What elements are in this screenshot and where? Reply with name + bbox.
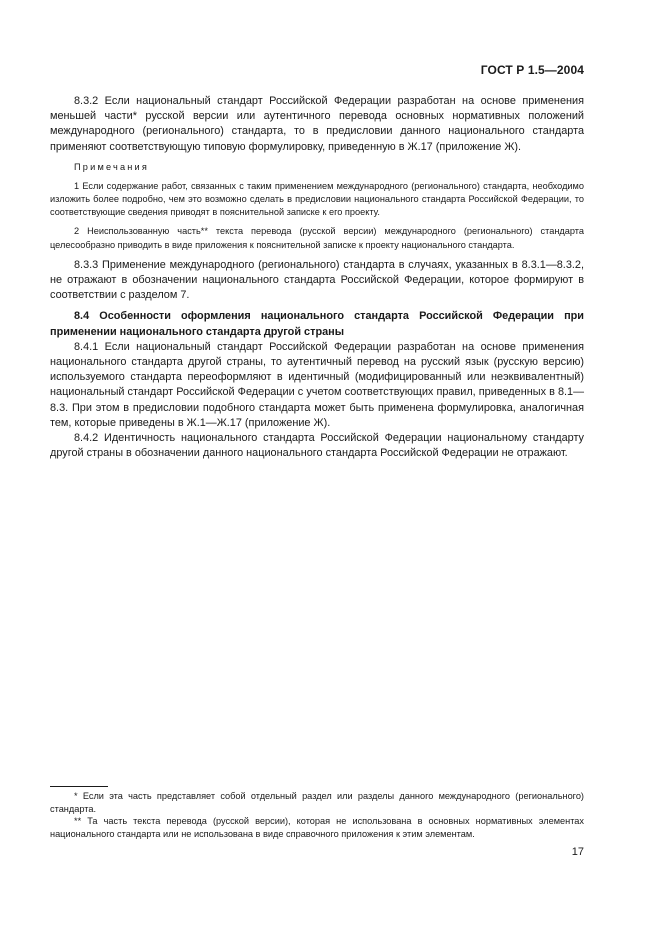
document-page: [50, 0, 584, 936]
footnotes: [50, 790, 584, 840]
section-heading-8-4: 8.4 Особенности оформления национального стандарта Российской Федерации при применении национального стандарта другой страны: [50, 310, 584, 338]
footnote-divider: [50, 786, 108, 787]
page-number: 17: [571, 846, 584, 858]
paragraph-8-3-3: 8.3.3 Применение международного (регионального) стандарта в случаях, указанных в 8.3.1—8.3.2, не отражают в обозначении национального стандарта Российской Федерации, которое формируют в соответствии с разделом 7.: [50, 258, 584, 302]
note-1: 1 Если содержание работ, связанных с таким применением международного (регионального) стандарта, необходимо изложить более подробно, чем это возможно сделать в предисловии национального стандарта Российской Федерации, то соответствующие сведения приводят в пояснительной записке к его проекту.: [50, 180, 584, 218]
notes-title: Примечания: [74, 161, 150, 172]
paragraph-8-3-2: 8.3.2 Если национальный стандарт Российской Федерации разработан на основе применения меньшей части* русской версии или аутентичного перевода основных нормативных положений международного (регионального) стандарта, то в предисловии данного национального стандарта применяют соответствующую типовую формулировку, приведенную в Ж.17 (приложение Ж).: [50, 95, 584, 153]
note-2: 2 Неиспользованную часть** текста перевода (русской версии) международного (регионального) стандарта целесообразно приводить в виде приложения к пояснительной записке к проекту национального стандарта.: [50, 226, 584, 250]
body-text: [50, 94, 584, 467]
footnote-2: ** Та часть текста перевода (русской версии), которая не использована в основных нормативных элементах национального стандарта или не использована в виде справочного приложения к этим элементам.: [50, 816, 584, 839]
document-code-header: ГОСТ Р 1.5—2004: [480, 63, 584, 77]
paragraph-8-4-1: 8.4.1 Если национальный стандарт Российской Федерации разработан на основе применения национального стандарта другой страны, то аутентичный перевод на русский язык (русскую версию) используемого стандарта переоформляют в идентичный (модифицированный или неэквивалентный) национальный стандарт Российской Федерации с учетом соответствующих правил, приведенных в 8.1—8.3. При этом в предисловии подобного стандарта может быть применена формулировка, аналогичная тем, которые приведены в Ж.1—Ж.17 (приложение Ж).: [50, 340, 584, 429]
footnote-1: * Если эта часть представляет собой отдельный раздел или разделы данного международного (регионального) стандарта.: [50, 791, 584, 814]
paragraph-8-4-2: 8.4.2 Идентичность национального стандарта Российской Федерации национальному стандарту другой страны в обозначении данного национального стандарта Российской Федерации не отражают.: [50, 432, 584, 460]
